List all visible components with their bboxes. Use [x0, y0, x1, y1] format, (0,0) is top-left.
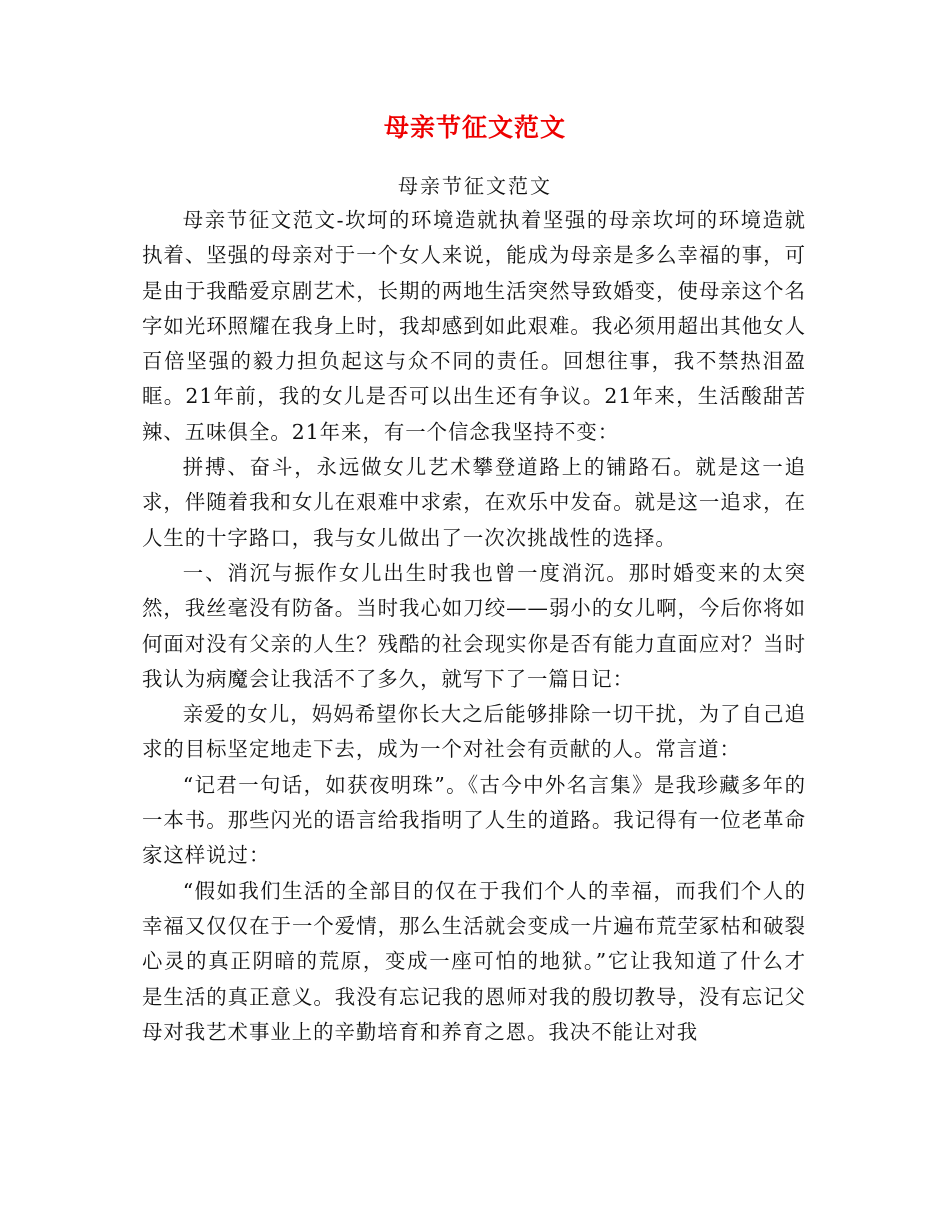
paragraph: 拼搏、奋斗，永远做女儿艺术攀登道路上的铺路石。就是这一追求，伴随着我和女儿在艰难中求索，在欢乐中发奋。就是这一追求，在人生的十字路口，我与女儿做出了一次次挑战性的选择。: [142, 455, 806, 550]
document-subtitle: 母亲节征文范文: [398, 174, 552, 198]
paragraph: “记君一句话，如获夜明珠”。《古今中外名言集》是我珍藏多年的一本书。那些闪光的语言给我指明了人生的道路。我记得有一位老革命家这样说过：: [142, 772, 806, 868]
document-body: [142, 203, 806, 1050]
paragraph: “假如我们生活的全部目的仅在于我们个人的幸福，而我们个人的幸福又仅仅在于一个爱情，那么生活就会变成一片遍布荒茔冢枯和破裂心灵的真正阴暗的荒原，变成一座可怕的地狱。”它让我知道了什么才是生活的真正意义。我没有忘记我的恩师对我的殷切教导，没有忘记父母对我艺术事业上的辛勤培育和养育之恩。我决不能让对我: [142, 878, 806, 1044]
paragraph: 一、消沉与振作女儿出生时我也曾一度消沉。那时婚变来的太突然，我丝毫没有防备。当时我心如刀绞——弱小的女儿啊，今后你将如何面对没有父亲的人生？残酷的社会现实你是否有能力直面应对？当时我认为病魔会让我活不了多久，就写下了一篇日记：: [142, 560, 806, 691]
paragraph: 亲爱的女儿，妈妈希望你长大之后能够排除一切干扰，为了自己追求的目标坚定地走下去，成为一个对社会有贡献的人。常言道：: [142, 702, 806, 762]
document-title: 母亲节征文范文: [383, 113, 566, 142]
paragraph: 母亲节征文范文-坎坷的环境造就执着坚强的母亲坎坷的环境造就执着、坚强的母亲对于一个女人来说，能成为母亲是多么幸福的事，可是由于我酷爱京剧艺术，长期的两地生活突然导致婚变，使母亲这个名字如光环照耀在我身上时，我却感到如此艰难。我必须用超出其他女人百倍坚强的毅力担负起这与众不同的责任。回想往事，我不禁热泪盈眶。21年前，我的女儿是否可以出生还有争议。21年来，生活酸甜苦辣、五味俱全。21年来，有一个信念我坚持不变：: [142, 208, 806, 444]
